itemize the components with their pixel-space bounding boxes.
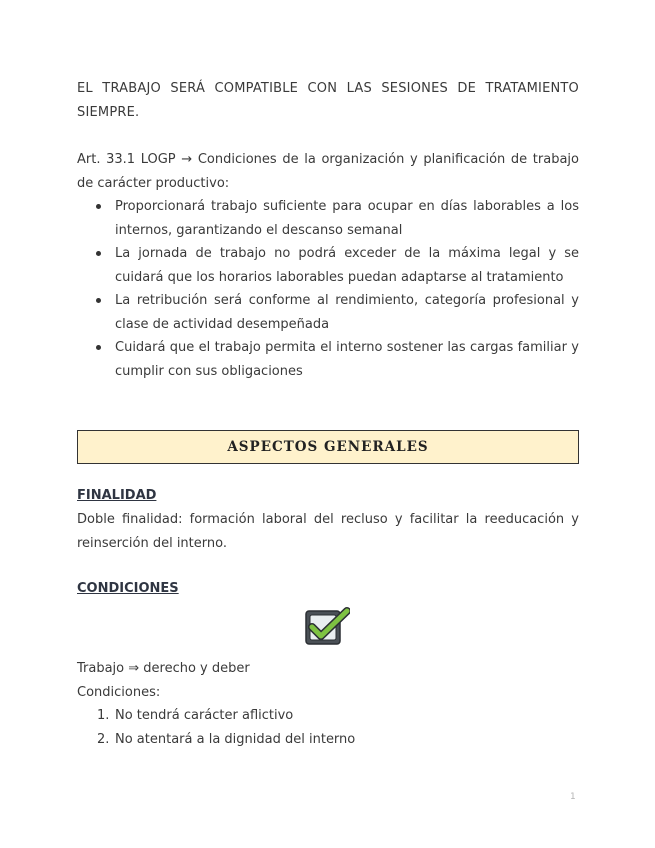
intro-paragraph <box>77 77 579 124</box>
list-number: 2. <box>97 731 110 747</box>
bullet-icon <box>96 345 101 350</box>
section-banner <box>77 430 579 464</box>
condiciones-numbered-list <box>77 704 579 751</box>
article-text: Art. 33.1 LOGP → Condiciones de la organización y planificación de trabajo de carácter productivo: <box>77 152 579 191</box>
article-section <box>77 148 579 383</box>
list-item: 1. No tendrá carácter aflictivo <box>77 704 579 728</box>
list-item: Proporcionará trabajo suficiente para ocupar en días laborables a los internos, garantizando el descanso semanal <box>77 195 579 242</box>
page-number: 1 <box>570 792 576 802</box>
list-item: La jornada de trabajo no podrá exceder de la máxima legal y se cuidará que los horarios laborables puedan adaptarse al tratamiento <box>77 242 579 289</box>
list-number: 1. <box>97 708 110 723</box>
bullet-icon <box>96 298 101 303</box>
condiciones-line-1: Trabajo ⇒ derecho y deber <box>77 661 250 676</box>
finalidad-paragraph: Doble finalidad: formación laboral del recluso y facilitar la reeducación y reinserción del interno. <box>77 512 579 551</box>
bullet-icon <box>96 204 101 209</box>
condiciones-heading: CONDICIONES <box>77 581 179 596</box>
section-banner-title: ASPECTOS GENERALES <box>227 439 429 455</box>
intro-text: EL TRABAJO SERÁ COMPATIBLE CON LAS SESIONES DE TRATAMIENTO SIEMPRE. <box>77 81 579 120</box>
checkbox-checked-icon <box>304 607 350 647</box>
list-item: 2. No atentará a la dignidad del interno <box>77 728 579 752</box>
finalidad-heading: FINALIDAD <box>77 488 157 503</box>
condiciones-line-2: Condiciones: <box>77 684 161 700</box>
condiciones-section <box>77 657 579 751</box>
list-item: Cuidará que el trabajo permita el interno sostener las cargas familiar y cumplir con sus obligaciones <box>77 336 579 383</box>
bullet-icon <box>96 251 101 256</box>
article-bullet-list <box>77 195 579 383</box>
list-item: La retribución será conforme al rendimiento, categoría profesional y clase de actividad desempeñada <box>77 289 579 336</box>
